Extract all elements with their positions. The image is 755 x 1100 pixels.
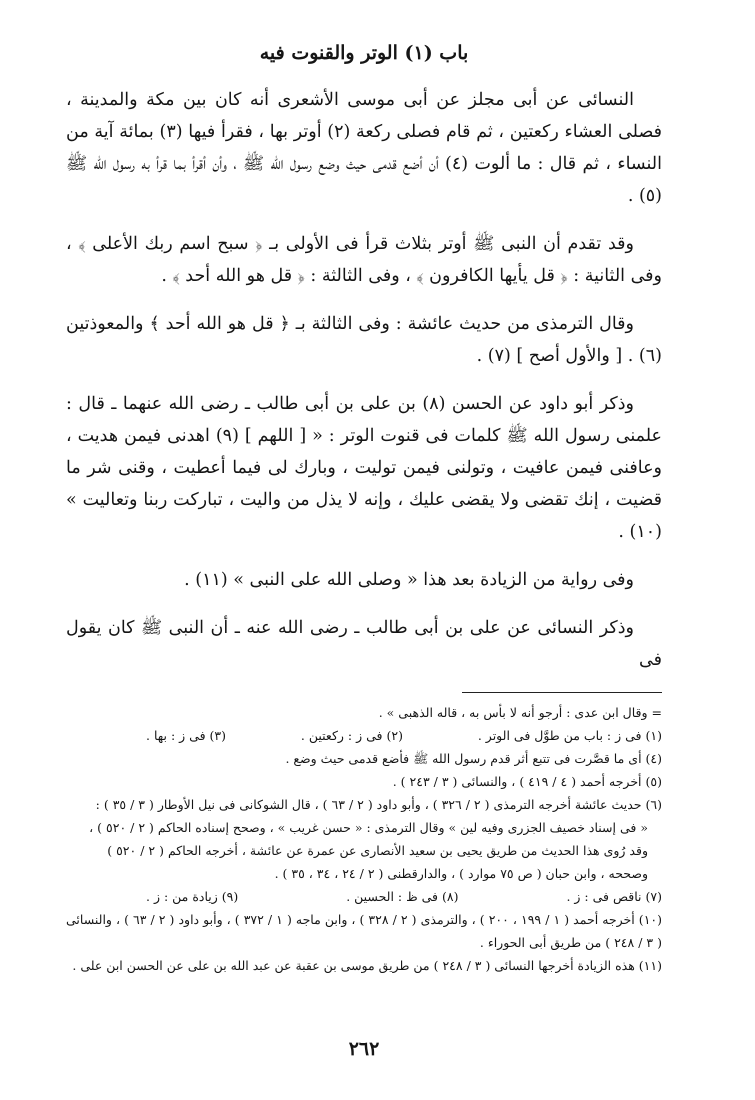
paragraph-4: وذكر أبو داود عن الحسن (٨) بن على بن أبى طالب ـ رضى الله عنهما ـ قال : علمنى رسول الله ﷺ كلمات فى قنوت الوتر : « [ اللهم ] (٩) اهدنى فيمن هديت ، وعافنى فيمن عافيت ، وتولنى فيمن توليت ، وبارك لى فيما أعطيت ، وقنى شر ما قضيت ، إنك تقضى ولا يقضى عليك ، وإنه لا يذل من واليت ، تباركت ربنا وتعاليت » (١٠) . [66,394,663,542]
footnote-10: (١٠) أخرجه أحمد ( ١ / ١٩٩ ، ٢٠٠ ) ، والترمذى ( ٢ / ٣٢٨ ) ، وابن ماجه ( ١ / ٣٧٢ ) ، وأبو داود ( ٢ / ٦٣ ) ، والنسائى ( ٣ / ٢٤٨ ) من طريق أبى الحوراء . [66,912,663,950]
footnotes [66,701,662,977]
paragraph-6: وذكر النسائى عن على بن أبى طالب ـ رضى الله عنه ـ أن النبى ﷺ كان يقول فى [66,618,662,670]
footnote-4: (٤) أى ما قصَّرت فى تتبع أثر قدم رسول الله ﷺ فأضع قدمى حيث وضع . [285,751,662,766]
paragraph-5: وفى رواية من الزيادة بعد هذا « وصلى الله على النبى » (١١) . [184,570,634,590]
paragraph-2: وقد تقدم أن النبى ﷺ أوتر بثلاث قرأ فى الأولى بـ ﴿ سبح اسم ربك الأعلى ﴾ ، وفى الثانية : ﴿ قل يأيها الكافرون ﴾ ، وفى الثالثة : ﴿ قل هو الله أحد ﴾ . [66,234,662,286]
footnote-2: (٢) فى ز : ركعتين . [300,728,403,743]
footnote-row-2 [66,885,662,908]
footnote-6-cont-1: « فى إسناد خصيف الجزرى وفيه لين » وقال الترمذى : « حسن غريب » ، وصحح إسناده الحاكم ( ٢ / ٥٢٠ ) ، [89,820,648,835]
footnote-7: (٧) ناقص فى : ز . [566,889,662,904]
footnote-6-cont-2: وقد رُوى هذا الحديث من طريق يحيى بن سعيد الأنصارى عن عمرة عن عائشة ، أخرجه الحاكم ( ٢ / ٥٢٠ ) [107,843,648,858]
footnote-carry: = وقال ابن عدى : أرجو أنه لا بأس به ، قاله الذهبى » . [378,705,662,720]
book-page [66,38,662,1078]
footnote-row-1 [66,724,662,747]
chapter-title: باب (١) الوتر والقنوت فيه [259,42,469,64]
paragraph-3: وقال الترمذى من حديث عائشة : وفى الثالثة بـ ﴿ قل هو الله أحد ﴾ والمعوذتين (٦) . [ والأول أصح ] (٧) . [66,314,662,366]
footnote-8: (٨) فى ظ : الحسين . [346,889,459,904]
footnote-3: (٣) فى ز : بها . [146,728,227,743]
paragraph-1: النسائى عن أبى مجلز عن أبى موسى الأشعرى أنه كان بين مكة والمدينة ، فصلى العشاء ركعتين ، ثم قام فصلى ركعة (٢) أوتر بها ، فقرأ فيها (٣) بمائة آية من النساء ، ثم قال : ما ألوت (٤) أن أضع قدمى حيث وضع رسول الله ﷺ ، وأن أقرأ بما قرأ به رسول الله ﷺ (٥) . [66,90,662,206]
main-text [66,84,662,676]
footnote-6-cont-3: وصححه ، وابن حبان ( ص ٧٥ موارد ) ، والدارقطنى ( ٢ / ٢٤ ، ٣٤ ، ٣٥ ) . [274,866,648,881]
footnote-9: (٩) زيادة من : ز . [146,889,239,904]
page-number: ٢٦٢ [348,1038,380,1060]
footnote-5: (٥) أخرجه أحمد ( ٤ / ٤١٩ ) ، والنسائى ( ٣ / ٢٤٣ ) . [392,774,662,789]
footnote-divider [462,692,662,693]
footnote-11: (١١) هذه الزيادة أخرجها النسائى ( ٣ / ٢٤٨ ) من طريق موسى بن عقبة عن عبد الله بن على عن الحسن ابن على . [72,958,662,973]
footnote-6: (٦) حديث عائشة أخرجه الترمذى ( ٢ / ٣٢٦ ) ، وأبو داود ( ٢ / ٦٣ ) ، قال الشوكانى فى نيل الأوطار ( ٣ / ٣٥ ) : [95,797,662,812]
footnote-1: (١) فى ز : باب من طوَّل فى الوتر . [477,728,662,743]
